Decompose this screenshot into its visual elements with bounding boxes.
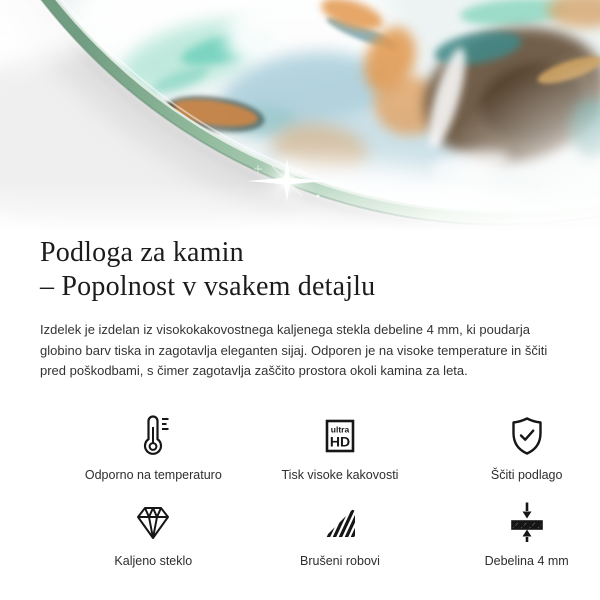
page-title [40, 236, 560, 305]
feature-grid [60, 412, 600, 567]
feature-temperature [60, 412, 247, 482]
feature-beveled-edges [247, 498, 434, 568]
hero-image [0, 0, 600, 230]
feature-protection [433, 412, 600, 482]
diamond-icon [131, 498, 175, 546]
feature-label: Tisk visoke kakovosti [281, 468, 399, 483]
beveled-edges-icon [318, 498, 362, 546]
thickness-icon [505, 498, 549, 546]
ultra-hd-icon [318, 412, 362, 460]
svg-text:HD: HD [329, 433, 351, 450]
page-title-line1: Podloga za kamin [40, 237, 244, 268]
shield-check-icon [505, 412, 549, 460]
feature-print-quality [247, 412, 434, 482]
feature-label: Brušeni robovi [300, 553, 380, 568]
feature-label: Odporno na temperaturo [84, 468, 222, 483]
product-info-section [0, 236, 600, 567]
product-description: Izdelek je izdelan iz visokokakovostnega kaljenega stekla debeline 4 mm, ki poudarja globino barv tiska in zagotavlja eleganten sijaj. Odporen je na visoke temperature in ščiti pred poškodbami, s čimer zagotavlja zaščito prostora okoli kamina za leta. [40, 321, 548, 379]
feature-label: Ščiti podlago [490, 468, 563, 483]
feature-tempered-glass [60, 498, 247, 568]
feature-label: Kaljeno steklo [114, 553, 193, 568]
svg-text:ultra: ultra [330, 424, 350, 435]
page-title-line2: – Popolnost v vsakem detajlu [40, 271, 376, 303]
feature-thickness [433, 498, 600, 568]
thermometer-icon [131, 412, 175, 460]
product-hero-image [0, 0, 600, 230]
feature-label: Debelina 4 mm [484, 553, 569, 568]
